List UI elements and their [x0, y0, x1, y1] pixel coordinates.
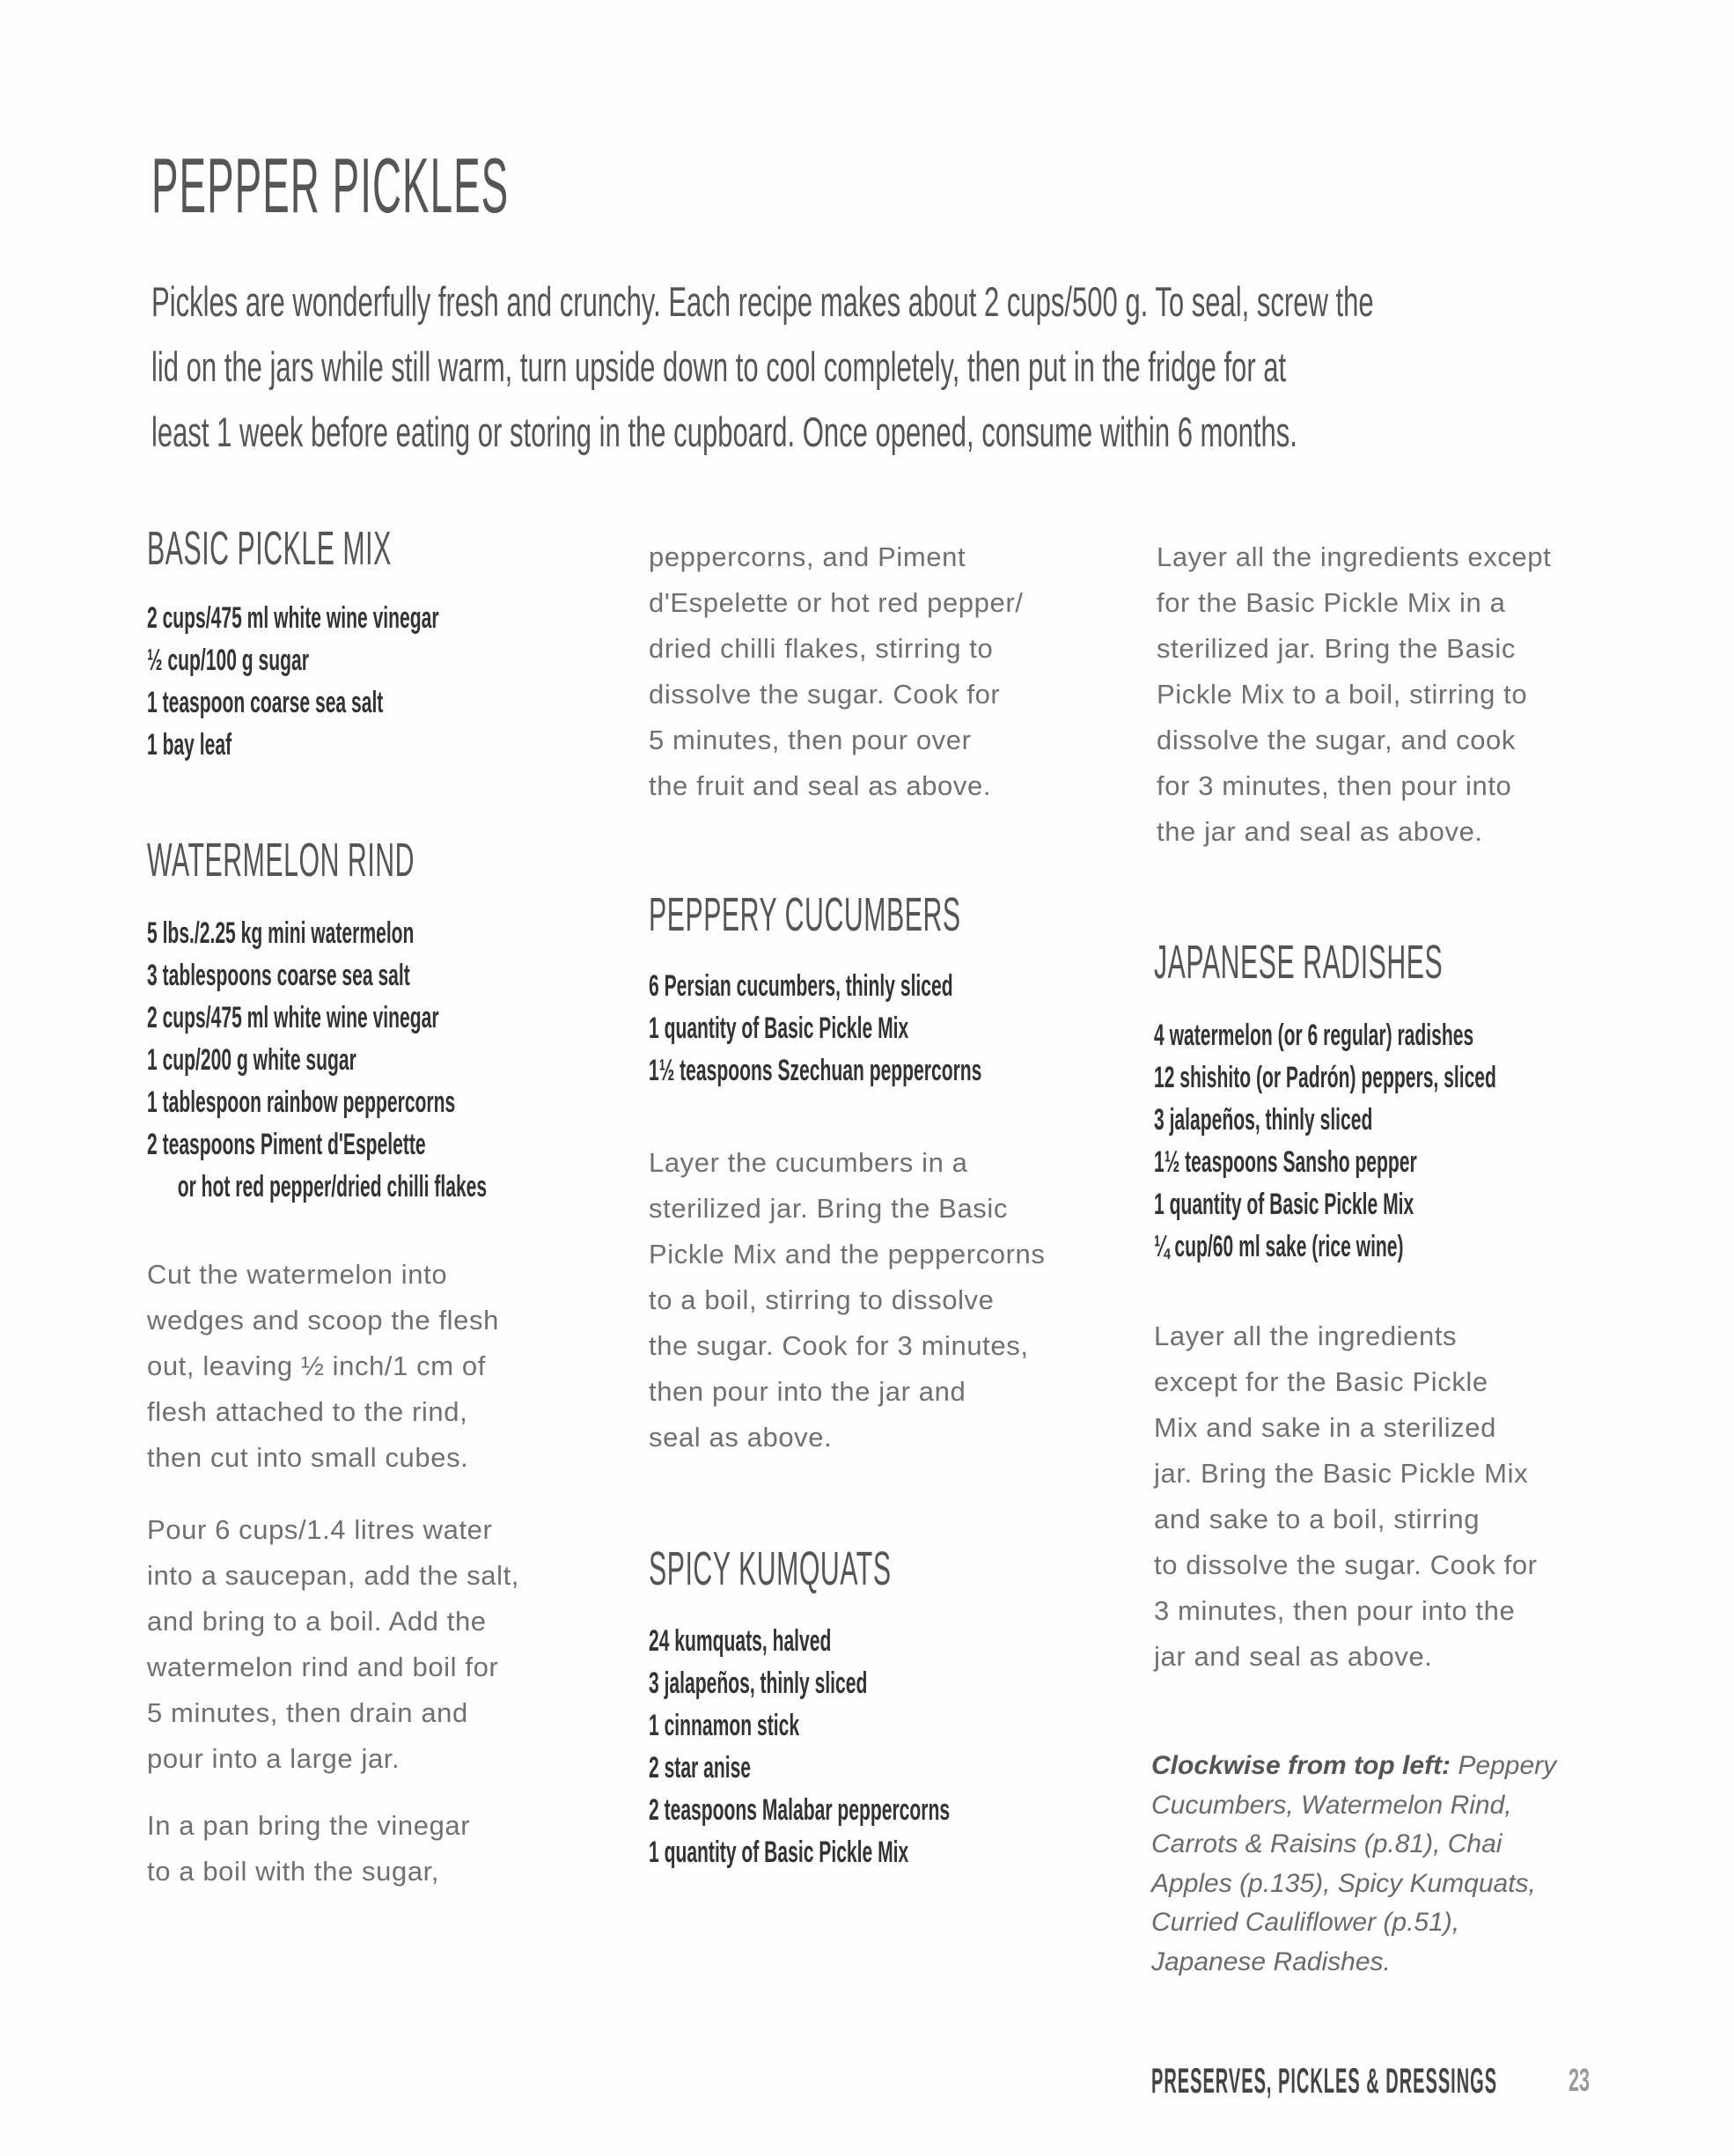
- page-title: PEPPER PICKLES: [151, 142, 510, 229]
- text-line: 1 teaspoon coarse sea salt: [147, 686, 384, 719]
- text-line: 2 cups/475 ml white wine vinegar: [147, 1001, 439, 1034]
- ingredients-watermelon-rind: [147, 912, 487, 1208]
- text-line: 1½ teaspoons Sansho pepper: [1154, 1145, 1417, 1179]
- text-line: watermelon rind and boil for: [147, 1652, 499, 1682]
- text-line: into a saucepan, add the salt,: [147, 1560, 520, 1591]
- text-line: Cut the watermelon into: [147, 1259, 448, 1290]
- text-line: Layer all the ingredients: [1154, 1321, 1458, 1351]
- heading-peppery-cucumbers: PEPPERY CUCUMBERS: [649, 888, 961, 941]
- text-line: sterilized jar. Bring the Basic: [1157, 633, 1516, 664]
- text-line: 5 minutes, then drain and: [147, 1697, 468, 1728]
- text-line: dissolve the sugar, and cook: [1157, 725, 1516, 755]
- text-line: for the Basic Pickle Mix in a: [1157, 587, 1506, 618]
- text-line: lid on the jars while still warm, turn upside down to cool completely, then put in the fridge for at: [151, 343, 1287, 390]
- text-line: except for the Basic Pickle: [1154, 1366, 1488, 1397]
- text-line: 12 shishito (or Padrón) peppers, sliced: [1154, 1061, 1496, 1094]
- text-line: wedges and scoop the flesh: [147, 1305, 499, 1336]
- text-line: jar and seal as above.: [1154, 1641, 1433, 1672]
- method-spicy-kumquats: [1157, 534, 1551, 855]
- text-line: dried chilli flakes, stirring to: [649, 633, 994, 664]
- text-line: to a boil with the sugar,: [147, 1856, 440, 1887]
- text-line: peppercorns, and Piment: [649, 541, 966, 572]
- text-line: 3 jalapeños, thinly sliced: [1154, 1103, 1373, 1137]
- text-line: then pour into the jar and: [649, 1376, 966, 1407]
- text-line: d'Espelette or hot red pepper/: [649, 587, 1024, 618]
- text-line: 24 kumquats, halved: [649, 1624, 832, 1658]
- caption-lines: [1151, 1786, 1556, 1983]
- method-watermelon-1: [147, 1252, 499, 1481]
- text-line: flesh attached to the rind,: [147, 1396, 468, 1427]
- text-line: 1 cinnamon stick: [649, 1709, 800, 1742]
- text-line: Pickle Mix to a boil, stirring to: [1157, 679, 1528, 710]
- method-watermelon-3: [147, 1803, 470, 1895]
- text-line: 1 quantity of Basic Pickle Mix: [1154, 1188, 1414, 1221]
- text-line: to a boil, stirring to dissolve: [649, 1284, 995, 1315]
- intro-paragraph: [151, 269, 1374, 465]
- text-line: out, leaving ½ inch/1 cm of: [147, 1350, 486, 1381]
- text-line: Cucumbers, Watermelon Rind,: [1151, 1790, 1512, 1820]
- text-line: 4 watermelon (or 6 regular) radishes: [1154, 1019, 1474, 1052]
- text-line: dissolve the sugar. Cook for: [649, 679, 1001, 710]
- text-line: pour into a large jar.: [147, 1743, 400, 1774]
- method-japanese-radishes: [1154, 1313, 1538, 1680]
- text-line: 2 star anise: [649, 1751, 752, 1784]
- ingredients-peppery-cucumbers: [649, 965, 981, 1092]
- text-line: seal as above.: [649, 1422, 833, 1453]
- text-line: Japanese Radishes.: [1151, 1946, 1391, 1976]
- text-line: 3 minutes, then pour into the: [1154, 1595, 1516, 1626]
- text-line: Layer all the ingredients except: [1157, 541, 1552, 572]
- page-number: 23: [1569, 2062, 1591, 2098]
- text-line: least 1 week before eating or storing in the cupboard. Once opened, consume within 6 months.: [151, 408, 1297, 455]
- text-line: to dissolve the sugar. Cook for: [1154, 1549, 1538, 1580]
- text-line: 2 teaspoons Malabar peppercorns: [649, 1793, 951, 1827]
- text-line: jar. Bring the Basic Pickle Mix: [1154, 1458, 1529, 1489]
- ingredients-basic-pickle-mix: [147, 597, 439, 766]
- text-line: 1½ teaspoons Szechuan peppercorns: [649, 1054, 982, 1087]
- ingredient-continuation: or hot red pepper/dried chilli flakes: [177, 1170, 488, 1203]
- text-line: 1 bay leaf: [147, 728, 232, 762]
- text-line: In a pan bring the vinegar: [147, 1810, 471, 1841]
- text-line: 3 jalapeños, thinly sliced: [649, 1667, 868, 1700]
- photo-caption: [1151, 1747, 1556, 1982]
- text-line: and bring to a boil. Add the: [147, 1606, 487, 1637]
- text-line: Curried Cauliflower (p.51),: [1151, 1908, 1460, 1937]
- text-line: 3 tablespoons coarse sea salt: [147, 959, 410, 992]
- heading-japanese-radishes: JAPANESE RADISHES: [1154, 936, 1444, 989]
- text-line: ½ cup/100 g sugar: [147, 644, 309, 677]
- text-line: for 3 minutes, then pour into: [1157, 770, 1512, 801]
- text-line: Apples (p.135), Spicy Kumquats,: [1151, 1868, 1536, 1898]
- text-line: Pickle Mix and the peppercorns: [649, 1239, 1046, 1269]
- text-line: 2 cups/475 ml white wine vinegar: [147, 601, 439, 635]
- ingredients-spicy-kumquats: [649, 1620, 950, 1873]
- text-line: 5 lbs./2.25 kg mini watermelon: [147, 916, 415, 950]
- text-line: Pour 6 cups/1.4 litres water: [147, 1514, 493, 1545]
- text-line: and sake to a boil, stirring: [1154, 1504, 1481, 1534]
- text-line: 5 minutes, then pour over: [649, 725, 972, 755]
- text-line: 1 quantity of Basic Pickle Mix: [649, 1012, 909, 1045]
- heading-spicy-kumquats: SPICY KUMQUATS: [649, 1542, 892, 1595]
- text-line: 1 cup/200 g white sugar: [147, 1043, 356, 1077]
- text-line: the fruit and seal as above.: [649, 770, 992, 801]
- text-line: sterilized jar. Bring the Basic: [649, 1193, 1008, 1224]
- text-line: Mix and sake in a sterilized: [1154, 1412, 1496, 1443]
- text-line: 1 quantity of Basic Pickle Mix: [649, 1836, 909, 1869]
- text-line: Layer the cucumbers in a: [649, 1147, 968, 1178]
- text-line: then cut into small cubes.: [147, 1442, 469, 1473]
- method-peppery-cucumbers: [649, 1140, 1046, 1461]
- text-line: 2 teaspoons Piment d'Espelette: [147, 1128, 426, 1161]
- text-line: the jar and seal as above.: [1157, 816, 1483, 847]
- text-line: ¼ cup/60 ml sake (rice wine): [1154, 1230, 1404, 1263]
- ingredients-list: [147, 912, 487, 1166]
- footer-section-title: PRESERVES, PICKLES & DRESSINGS: [1151, 2062, 1498, 2101]
- text-line: Pickles are wonderfully fresh and crunchy. Each recipe makes about 2 cups/500 g. To seal, screw the: [151, 278, 1374, 325]
- heading-watermelon-rind: WATERMELON RIND: [147, 834, 415, 887]
- ingredients-japanese-radishes: [1154, 1014, 1496, 1268]
- text-line: the sugar. Cook for 3 minutes,: [649, 1330, 1029, 1361]
- text-line: Carrots & Raisins (p.81), Chai: [1151, 1829, 1503, 1858]
- heading-basic-pickle-mix: BASIC PICKLE MIX: [147, 522, 392, 575]
- caption-text: Peppery: [1451, 1751, 1557, 1780]
- text-line: 6 Persian cucumbers, thinly sliced: [649, 969, 953, 1003]
- method-watermelon-2: [147, 1507, 519, 1782]
- text-line: 1 tablespoon rainbow peppercorns: [147, 1085, 456, 1119]
- caption-label: Clockwise from top left:: [1151, 1751, 1451, 1780]
- method-watermelon-4: [649, 534, 1023, 809]
